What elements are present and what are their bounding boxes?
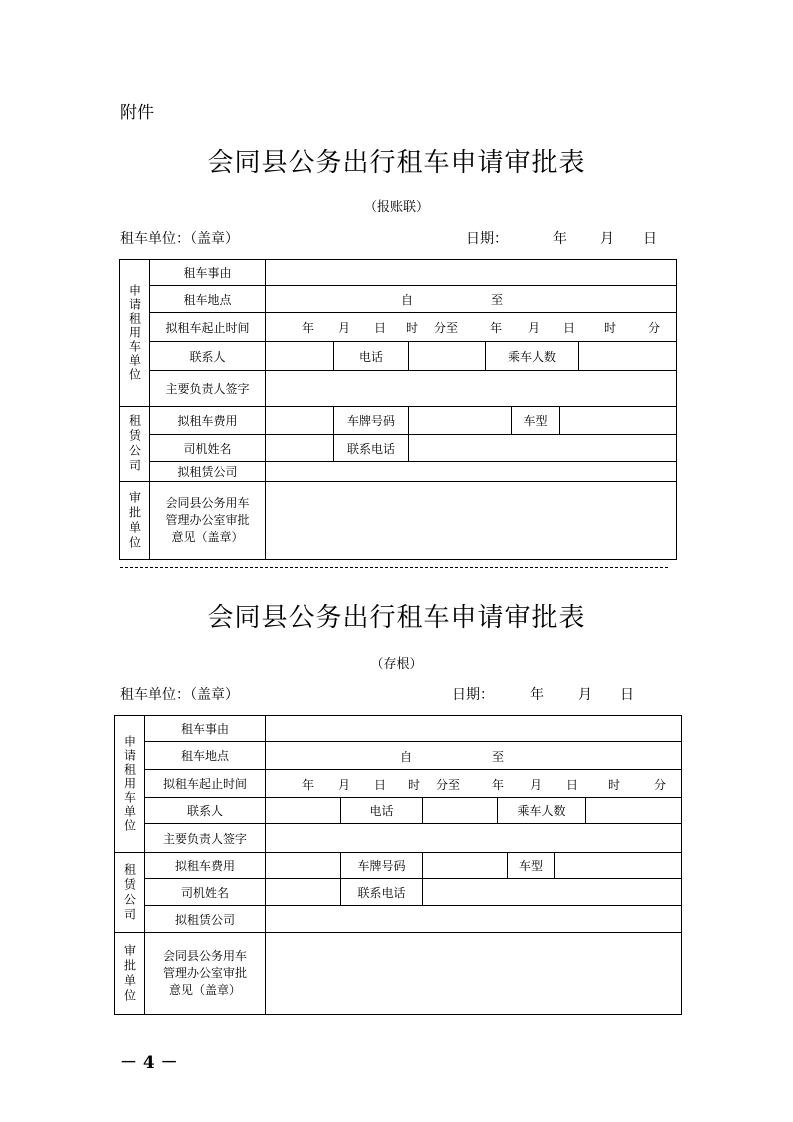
date-year: 年 <box>530 687 544 703</box>
section-rental-company: 租赁公司 <box>115 853 145 933</box>
company-field[interactable] <box>266 462 677 482</box>
section-approval-unit: 审批单位 <box>120 482 150 560</box>
time-field[interactable] <box>266 313 677 342</box>
contact-label: 联系人 <box>145 798 266 824</box>
model-field[interactable] <box>560 407 677 435</box>
approval-field[interactable] <box>266 933 682 1015</box>
time-month-start: 月 <box>338 778 351 792</box>
location-from: 自 <box>401 293 414 307</box>
location-label: 租车地点 <box>145 742 266 770</box>
driver-label: 司机姓名 <box>150 435 266 462</box>
date-month: 月 <box>600 231 614 247</box>
date-label: 日期： <box>452 687 494 703</box>
rental-unit-label: 租车单位：（盖章） <box>120 231 239 247</box>
plate-label: 车牌号码 <box>341 853 423 879</box>
approval-label-line3: 意见（盖章） <box>168 983 241 997</box>
time-year-end: 年 <box>490 321 503 335</box>
location-field[interactable] <box>266 286 677 313</box>
signature-field[interactable] <box>266 371 677 407</box>
date-year: 年 <box>553 231 567 247</box>
phone-field[interactable] <box>409 342 486 371</box>
driver-field[interactable] <box>266 879 341 906</box>
reason-label: 租车事由 <box>150 260 266 286</box>
passengers-label: 乘车人数 <box>498 798 586 824</box>
driver-field[interactable] <box>266 435 334 462</box>
approval-field[interactable] <box>266 482 677 560</box>
location-from: 自 <box>400 750 413 764</box>
section-rental-company: 租赁公司 <box>120 407 150 482</box>
approval-label <box>150 482 266 560</box>
time-day-start: 日 <box>374 778 387 792</box>
date-day: 日 <box>643 231 657 247</box>
time-hour-end: 时 <box>608 778 621 792</box>
company-label: 拟租赁公司 <box>145 906 266 933</box>
phone-label: 电话 <box>334 342 409 371</box>
phone-field[interactable] <box>423 798 498 824</box>
section-apply-unit: 申请租用车单位 <box>115 716 145 853</box>
time-year-end: 年 <box>492 778 505 792</box>
approval-form-table <box>114 715 682 1015</box>
time-minute-end: 分 <box>654 778 667 792</box>
contact-field[interactable] <box>266 798 341 824</box>
model-label: 车型 <box>512 407 560 435</box>
form-title: 会同县公务出行租车申请审批表 <box>207 603 586 633</box>
approval-label-line2: 管理办公室审批 <box>162 966 247 980</box>
model-label: 车型 <box>508 853 555 879</box>
contact-phone-label: 联系电话 <box>341 879 423 906</box>
time-hour-start: 时 <box>406 321 419 335</box>
date-month: 月 <box>578 687 592 703</box>
time-field[interactable] <box>266 770 682 798</box>
signature-field[interactable] <box>266 824 682 853</box>
date-day: 日 <box>620 687 634 703</box>
annex-label: 附件 <box>120 103 154 123</box>
contact-field[interactable] <box>266 342 334 371</box>
time-day-start: 日 <box>374 321 387 335</box>
fee-field[interactable] <box>266 853 341 879</box>
signature-label: 主要负责人签字 <box>150 371 266 407</box>
section-approval-unit: 审批单位 <box>115 933 145 1015</box>
approval-label-line1: 会同县公务用车 <box>165 496 250 510</box>
contact-phone-field[interactable] <box>423 879 682 906</box>
plate-label: 车牌号码 <box>334 407 409 435</box>
reason-field[interactable] <box>266 260 677 286</box>
cut-line-divider <box>120 567 668 568</box>
approval-label-line2: 管理办公室审批 <box>165 513 250 527</box>
fee-label: 拟租车费用 <box>145 853 266 879</box>
plate-field[interactable] <box>423 853 508 879</box>
rental-unit-label: 租车单位：（盖章） <box>120 687 239 703</box>
contact-phone-field[interactable] <box>409 435 677 462</box>
location-to: 至 <box>492 750 505 764</box>
plate-field[interactable] <box>409 407 512 435</box>
approval-label <box>145 933 266 1015</box>
time-minute-end: 分 <box>648 321 661 335</box>
location-to: 至 <box>491 293 504 307</box>
time-year-start: 年 <box>302 321 315 335</box>
driver-label: 司机姓名 <box>145 879 266 906</box>
time-minute-to: 分至 <box>434 321 459 335</box>
time-month-end: 月 <box>530 778 543 792</box>
date-label: 日期： <box>466 231 508 247</box>
location-label: 租车地点 <box>150 286 266 313</box>
time-label: 拟租车起止时间 <box>145 770 266 798</box>
time-label: 拟租车起止时间 <box>150 313 266 342</box>
model-field[interactable] <box>555 853 682 879</box>
contact-label: 联系人 <box>150 342 266 371</box>
time-hour-start: 时 <box>408 778 421 792</box>
approval-label-line3: 意见（盖章） <box>171 530 244 544</box>
company-label: 拟租赁公司 <box>150 462 266 482</box>
reason-field[interactable] <box>266 716 682 742</box>
company-field[interactable] <box>266 906 682 933</box>
time-month-start: 月 <box>338 321 351 335</box>
phone-label: 电话 <box>341 798 423 824</box>
fee-label: 拟租车费用 <box>150 407 266 435</box>
time-year-start: 年 <box>302 778 315 792</box>
form-subtitle: （报账联） <box>363 200 429 215</box>
time-month-end: 月 <box>528 321 541 335</box>
approval-form-table <box>119 259 677 560</box>
signature-label: 主要负责人签字 <box>145 824 266 853</box>
reason-label: 租车事由 <box>145 716 266 742</box>
passengers-field[interactable] <box>586 798 682 824</box>
time-minute-to: 分至 <box>436 778 461 792</box>
page-number: － 4 － <box>120 1053 178 1073</box>
section-apply-unit: 申请租用车单位 <box>120 260 150 407</box>
approval-label-line1: 会同县公务用车 <box>162 949 247 963</box>
time-day-end: 日 <box>563 321 576 335</box>
form-subtitle: （存根） <box>370 657 423 672</box>
time-hour-end: 时 <box>604 321 617 335</box>
location-field[interactable] <box>266 742 682 770</box>
passengers-field[interactable] <box>579 342 677 371</box>
time-day-end: 日 <box>566 778 579 792</box>
contact-phone-label: 联系电话 <box>334 435 409 462</box>
passengers-label: 乘车人数 <box>486 342 579 371</box>
form-title: 会同县公务出行租车申请审批表 <box>207 148 586 178</box>
fee-field[interactable] <box>266 407 334 435</box>
